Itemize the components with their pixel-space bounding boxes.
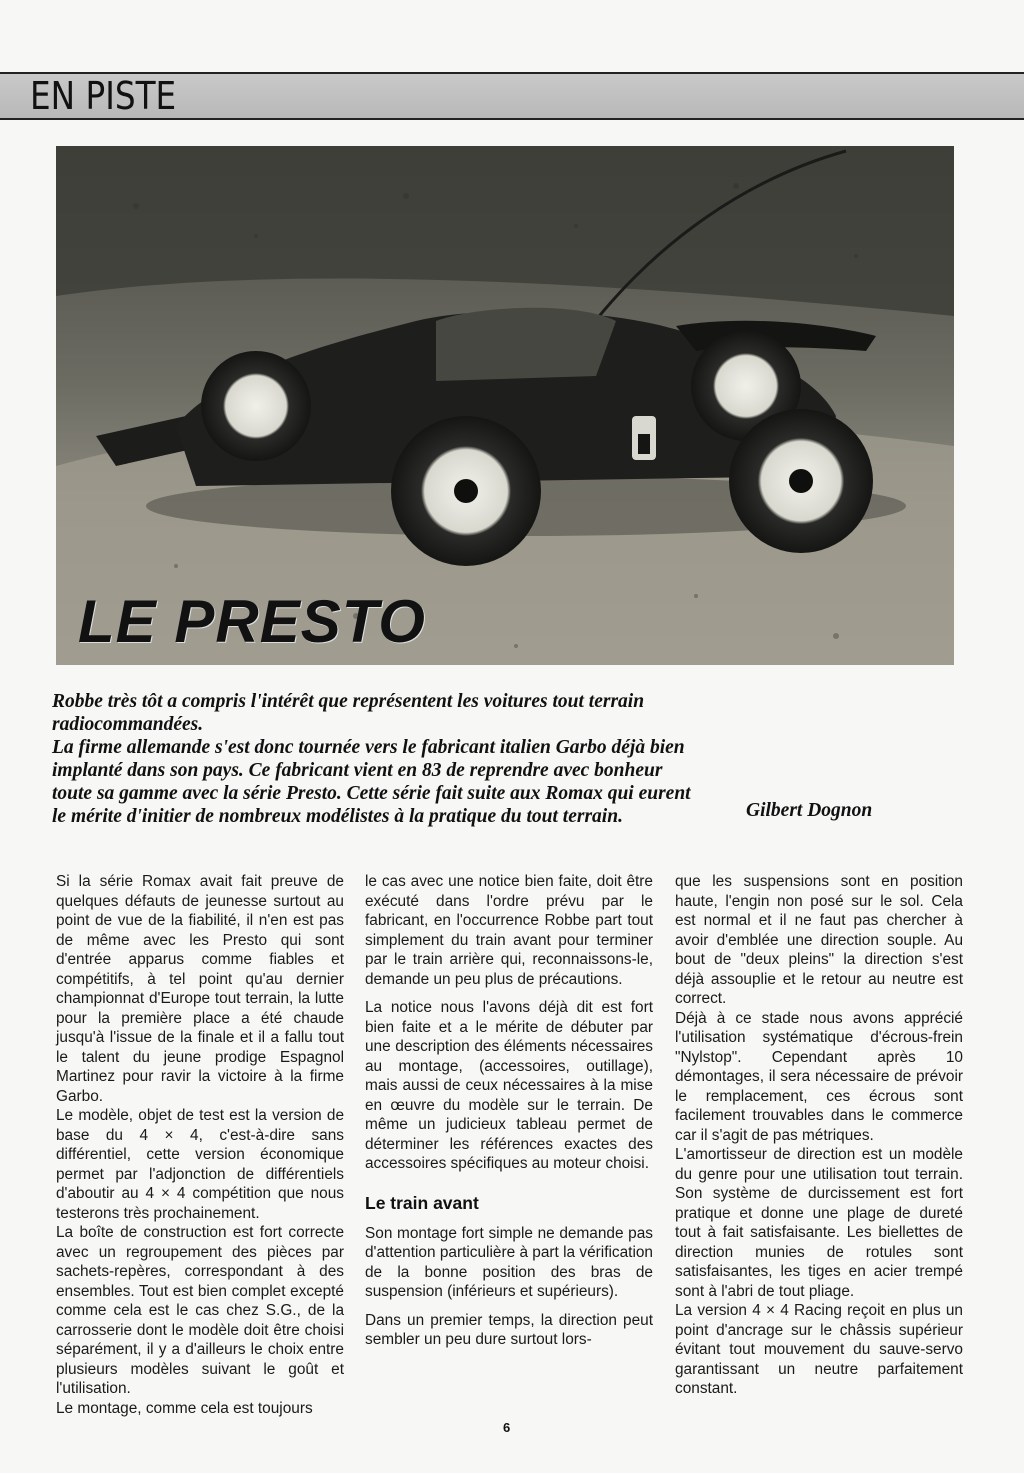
subheading: Le train avant (365, 1192, 479, 1213)
text-column-3 (675, 872, 963, 1399)
article-headline: LE PRESTO (78, 588, 426, 655)
paragraph: L'amortisseur de direction est un modèle du genre pour une utilisation tout terrain. Son système de durcissement est fort pratique et donne une plage de dureté tout à fait satisfaisante. Les biellettes de direction munies de rotules sont satisfaisantes, les tiges en acier trempé sont à l'abri de tout pliage. (675, 1146, 963, 1300)
paragraph: Déjà à ce stade nous avons apprécié l'utilisation systématique d'écrous-frein "Nylstop". Cependant après 10 démontages, il sera nécessaire de prévoir le remplacement, ces écrous sont facilement trouvables dans le commerce car il s'agit de pas métriques. (675, 1009, 963, 1144)
paragraph: Son montage fort simple ne demande pas d'attention particulière à part la vérification de la bonne position des bras de suspension (inférieurs et supérieurs). (365, 1224, 653, 1300)
page-number: 6 (503, 1420, 511, 1435)
lead-paragraph: La firme allemande s'est donc tournée vers le fabricant italien Garbo déjà bien implanté dans son pays. Ce fabricant vient en 83 de reprendre avec bonheur toute sa gamme avec la série Presto. Cette série fait suite aux Romax qui eurent le mérite d'initier de nombreux modélistes à la pratique du tout terrain. (52, 737, 691, 827)
paragraph: Le modèle, objet de test est la version de base du 4 × 4, c'est-à-dire sans différentiel, cette version économique permet par l'adjonction de différentiels d'aboutir au 4 × 4 compétition que nous testerons très prochainement. (56, 1107, 344, 1222)
paragraph: La version 4 × 4 Racing reçoit en plus un point d'ancrage sur le châssis supérieur évitant tout mouvement du sauve-servo garantissant un neutre parfaitement constant. (675, 1302, 963, 1397)
author-byline: Gilbert Dognon (746, 800, 873, 821)
lead-paragraph: Robbe très tôt a compris l'intérêt que représentent les voitures tout terrain radiocommandées. (52, 691, 645, 735)
paragraph: La notice nous l'avons déjà dit est fort bien faite et a le mérite de débuter par une description des éléments nécessaires au montage, (accessoires, outillage), mais aussi de ceux nécessaires à la mise en œuvre du modèle sur le terrain. De même un judicieux tableau permet de déterminer les références exactes des accessoires spécifiques au moteur choisi. (365, 999, 653, 1172)
article-lead (52, 690, 692, 828)
text-column-1 (56, 872, 344, 1418)
paragraph: le cas avec une notice bien faite, doit être exécuté dans l'ordre prévu par le fabricant, en l'occurrence Robbe part tout simplement du train avant pour terminer par le train arrière qui, reconnaissons-le, demande un peu plus de précautions. (365, 873, 653, 988)
text-column-2 (365, 872, 653, 1350)
paragraph: Le montage, comme cela est toujours (56, 1399, 313, 1417)
paragraph: que les suspensions sont en position haute, l'engin non posé sur le sol. Cela est normal et il ne faut pas chercher à avoir d'emblée une direction souple. Au bout de "deux pleins" la direction s'est déjà assouplie et le retour au neutre est correct. (675, 873, 963, 1007)
paragraph: Dans un premier temps, la direction peut sembler un peu dure surtout lors- (365, 1311, 653, 1348)
section-title: EN PISTE (30, 74, 177, 118)
paragraph: La boîte de construction est fort correcte avec un regroupement des pièces par sachets-repères, correspondant à des ensembles. Tout est bien complet excepté comme cela est le cas chez S.G., de la carrosserie dont le modèle doit être choisi séparément, il y a d'ailleurs le choix entre plusieurs modèles suivant le goût et l'utilisation. (56, 1224, 344, 1397)
paragraph: Si la série Romax avait fait preuve de quelques défauts de jeunesse surtout au point de vue de la fiabilité, il n'en est pas de même avec les Presto qui sont d'entrée apparus comme fiables et compétitifs, à tel point qu'au dernier championnat d'Europe tout terrain, la lutte pour la première place a été chaude jusqu'à l'issue de la finale et il a fallu tout le talent du jeune prodige Espagnol Martinez pour ravir la victoire à la firme Garbo. (56, 873, 344, 1105)
